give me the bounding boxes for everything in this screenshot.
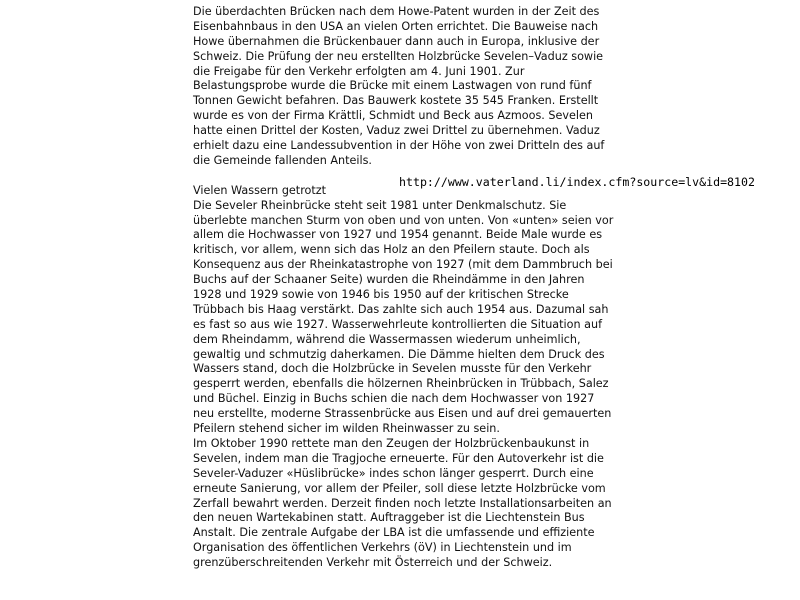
text-line: Wassers stand, doch die Holzbrücke in Sevelen musste für den Verkehr <box>193 362 592 376</box>
text-line: gewaltig und schmutzig daherkamen. Die Dämme hielten dem Druck des <box>193 347 605 361</box>
paragraph-restoration <box>193 437 613 571</box>
text-line: Trübbach bis Haag verstärkt. Das zahlte sich auch 1954 aus. Dazumal sah <box>193 302 609 316</box>
text-line: erneute Sanierung, vor allem der Pfeiler, soll diese letzte Holzbrücke vom <box>193 481 606 495</box>
text-line: und Büchel. Einzig in Buchs schien die nach dem Hochwasser von 1927 <box>193 392 595 406</box>
text-line: Seveler-Vaduzer «Hüslibrücke» indes schon länger gesperrt. Durch eine <box>193 466 594 480</box>
text-line: überlebte manchen Sturm von oben und von unten. Von «unten» seien vor <box>193 213 614 227</box>
text-line: erhielt dazu eine Landessubvention in der Höhe von zwei Dritteln des auf <box>193 139 605 153</box>
text-line: gesperrt werden, ebenfalls die hölzernen Rheinbrücken in Trübbach, Salez <box>193 377 609 391</box>
text-line: dem Rheindamm, während die Wassermassen wiederum unheimlich, <box>193 332 581 346</box>
text-line: die Gemeinde fallenden Anteils. <box>193 153 372 167</box>
text-line: Die Seveler Rheinbrücke steht seit 1981 unter Denkmalschutz. Sie <box>193 198 567 212</box>
text-line: Organisation des öffentlichen Verkehrs (öV) in Liechtenstein und im <box>193 541 572 555</box>
text-line: Zerfall bewahrt werden. Derzeit finden noch letzte Installationsarbeiten an <box>193 496 612 510</box>
text-line: Sevelen, indem man die Tragjoche erneuerte. Für den Autoverkehr ist die <box>193 451 604 465</box>
text-line: Buchs auf der Schaaner Seite) wurden die Rheindämme in den Jahren <box>193 273 585 287</box>
text-line: Schweiz. Die Prüfung der neu erstellten Holzbrücke Sevelen–Vaduz sowie <box>193 49 604 63</box>
text-line: Die überdachten Brücken nach dem Howe-Patent wurden in der Zeit des <box>193 5 600 18</box>
text-line: Konsequenz aus der Rheinkatastrophe von 1927 (mit dem Dammbruch bei <box>193 258 613 272</box>
text-line: allem die Hochwasser von 1927 und 1954 genannt. Beide Male wurde es <box>193 228 603 242</box>
source-url: http://www.vaterland.li/index.cfm?source=lv&id=8102 <box>399 175 755 189</box>
text-line: Tonnen Gewicht befahren. Das Bauwerk kostete 35 545 Franken. Erstellt <box>193 94 599 108</box>
text-line: es fast so aus wie 1927. Wasserwehrleute kontrollierten die Situation auf <box>193 317 603 331</box>
text-line: 1928 und 1929 sowie von 1946 bis 1950 auf der kritischen Strecke <box>193 288 569 302</box>
text-line: Pfeilern stehend sicher im wilden Rheinwasser zu sein. <box>193 422 500 436</box>
text-line: Howe übernahmen die Brückenbauer dann auch in Europa, inklusive der <box>193 34 600 48</box>
text-line: Belastungsprobe wurde die Brücke mit einem Lastwagen von rund fünf <box>193 79 592 93</box>
text-line: Im Oktober 1990 rettete man den Zeugen der Holzbrückenbaukunst in <box>193 436 590 450</box>
text-line: Eisenbahnbaus in den USA an vielen Orten errichtet. Die Bauweise nach <box>193 19 599 33</box>
text-line: den neuen Wartekabinen statt. Auftraggeber ist die Liechtenstein Bus <box>193 511 585 525</box>
text-line: grenzüberschreitenden Verkehr mit Österreich und der Schweiz. <box>193 556 553 570</box>
section-heading: Vielen Wassern getrotzt <box>193 183 327 197</box>
article-text <box>193 5 613 571</box>
paragraph-floods <box>193 199 613 437</box>
text-line: kritisch, vor allem, wenn sich das Holz an den Pfeilern staute. Doch als <box>193 243 590 257</box>
paragraph-construction <box>193 5 613 169</box>
text-line: die Freigabe für den Verkehr erfolgten am 4. Juni 1901. Zur <box>193 64 525 78</box>
text-line: wurde es von der Firma Krättli, Schmidt und Beck aus Azmoos. Sevelen <box>193 109 593 123</box>
text-line: hatte einen Drittel der Kosten, Vaduz zwei Drittel zu übernehmen. Vaduz <box>193 124 600 138</box>
text-line: Anstalt. Die zentrale Aufgabe der LBA ist die umfassende und effiziente <box>193 526 595 540</box>
text-line: neu erstellte, moderne Strassenbrücke aus Eisen und auf drei gemauerten <box>193 407 612 421</box>
